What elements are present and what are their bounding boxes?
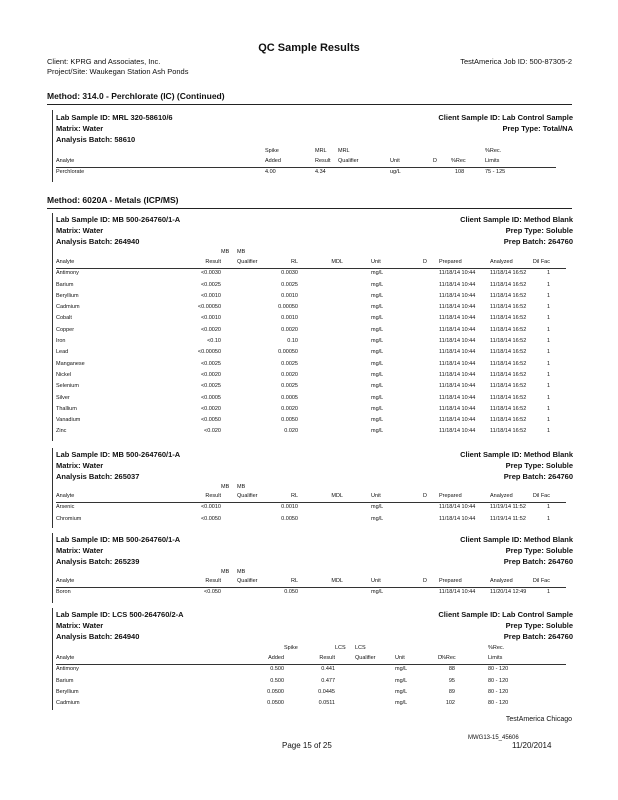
analysis-batch: Analysis Batch: 265239: [56, 557, 140, 566]
cell-dil-fac: 1: [546, 589, 550, 596]
col-dil-fac: Dil Fac: [532, 578, 550, 584]
method-314-table: [53, 158, 573, 181]
footer-page: Page 15 of 25: [282, 741, 332, 750]
cell-unit: mg/L: [371, 281, 384, 288]
cell-result: <0.0005: [200, 394, 221, 401]
cell-analyte: Antimony: [56, 270, 79, 277]
table-row: [53, 700, 573, 711]
cell-result: <0.0025: [200, 281, 221, 288]
cell-unit: mg/L: [371, 589, 384, 596]
cell-result: 0.0445: [318, 688, 335, 695]
cell-prepared: 11/18/14 10:44: [439, 292, 476, 299]
cell-unit: mg/L: [371, 349, 384, 356]
col-result: Result: [315, 158, 331, 164]
col-hdr-mb-2: MB: [237, 569, 246, 575]
table-row: [53, 516, 573, 527]
analysis-batch: Analysis Batch: 58610: [56, 135, 136, 144]
cell-analyzed: 11/20/14 12:49: [490, 589, 527, 596]
cell-rl: 0.00050: [278, 304, 298, 311]
cell-rl: 0.0020: [281, 371, 298, 378]
method-314-title: Method: 314.0 - Perchlorate (IC) (Continued): [47, 91, 225, 101]
col-result: Result: [205, 578, 221, 584]
cell-analyte: Manganese: [56, 360, 85, 367]
table-row: [53, 282, 573, 293]
cell-analyzed: 11/18/14 16:52: [490, 304, 527, 311]
cell-unit: mg/L: [395, 677, 408, 684]
analysis-batch: Analysis Batch: 264940: [56, 632, 140, 641]
cell-analyzed: 11/18/14 16:52: [490, 292, 527, 299]
table-row: [53, 169, 573, 180]
cell-rl: 0.0010: [281, 315, 298, 322]
cell-added: 0.0500: [267, 688, 284, 695]
header-underline: [56, 587, 566, 588]
cell-rl: 0.0025: [281, 383, 298, 390]
cell-prepared: 11/18/14 10:44: [439, 338, 476, 345]
cell-analyte: Arsenic: [56, 504, 75, 511]
table-row: [53, 270, 573, 281]
cell-rl: 0.0025: [281, 281, 298, 288]
method-blank-block-2: [52, 448, 573, 528]
cell-analyte: Perchlorate: [56, 169, 85, 176]
method-314-lcs-block: [52, 110, 573, 182]
lab-sample-id: Lab Sample ID: MB 500-264760/1-A: [56, 450, 181, 459]
cell-analyte: Cobalt: [56, 315, 72, 322]
col-unit: Unit: [371, 493, 381, 499]
client-sample-id: Client Sample ID: Lab Control Sample: [438, 610, 573, 619]
cell-unit: mg/L: [371, 338, 384, 345]
prep-type: Prep Type: Soluble: [505, 621, 573, 630]
col-analyte: Analyte: [56, 259, 75, 265]
cell-analyte: Beryllium: [56, 688, 79, 695]
cell-dil-fac: 1: [546, 292, 550, 299]
table-row: [53, 315, 573, 326]
col-qualifier: Qualifier: [237, 259, 258, 265]
header-underline: [56, 502, 566, 503]
cell-dil-fac: 1: [546, 360, 550, 367]
cell-analyte: Barium: [56, 281, 74, 288]
lab-sample-id: Lab Sample ID: LCS 500-264760/2-A: [56, 610, 184, 619]
col-d: D: [433, 158, 437, 164]
matrix: Matrix: Water: [56, 124, 104, 133]
cell-prepared: 11/18/14 10:44: [439, 589, 476, 596]
cell-analyzed: 11/18/14 16:52: [490, 270, 527, 277]
col-analyte: Analyte: [56, 655, 75, 661]
matrix: Matrix: Water: [56, 621, 104, 630]
cell-analyzed: 11/18/14 16:52: [490, 349, 527, 356]
table-row: [53, 417, 573, 428]
method-6020a-title: Method: 6020A - Metals (ICP/MS): [47, 195, 179, 205]
cell-analyte: Antimony: [56, 666, 79, 673]
table-row: [53, 372, 573, 383]
cell-analyzed: 11/18/14 16:52: [490, 428, 527, 435]
col-rl: RL: [290, 578, 298, 584]
cell-analyzed: 11/18/14 16:52: [490, 281, 527, 288]
cell-rec: 108: [455, 169, 465, 176]
method-blank-block-3: [52, 533, 573, 603]
header-underline: [56, 664, 566, 665]
cell-prepared: 11/18/14 10:44: [439, 515, 476, 522]
cell-rec: 89: [448, 688, 455, 695]
cell-limits: 80 - 120: [488, 688, 509, 695]
cell-analyte: Copper: [56, 326, 75, 333]
col-d: D: [423, 578, 427, 584]
cell-unit: ug/L: [390, 169, 401, 176]
client-sample-id: Client Sample ID: Method Blank: [460, 450, 573, 459]
cell-result: 0.441: [321, 666, 335, 673]
client-name: Client: KPRG and Associates, Inc.: [47, 57, 161, 66]
col-hdr-mb-1: MB: [221, 249, 230, 255]
col-hdr-lcs-2: LCS: [355, 645, 366, 651]
cell-result: 0.477: [321, 677, 335, 684]
col-hdr-mb-1: MB: [221, 569, 230, 575]
cell-analyzed: 11/18/14 16:52: [490, 315, 527, 322]
col-added: Added: [268, 655, 284, 661]
col-mdl: MDL: [331, 493, 343, 499]
cell-analyzed: 11/18/14 16:52: [490, 360, 527, 367]
cell-unit: mg/L: [371, 383, 384, 390]
cell-rl: 0.00050: [278, 349, 298, 356]
cell-prepared: 11/18/14 10:44: [439, 281, 476, 288]
cell-result: <0.0025: [200, 360, 221, 367]
cell-result: 0.0511: [318, 700, 335, 707]
cell-unit: mg/L: [371, 417, 384, 424]
col-qualifier: Qualifier: [355, 655, 376, 661]
cell-prepared: 11/18/14 10:44: [439, 504, 476, 511]
col-analyzed: Analyzed: [490, 493, 513, 499]
col-hdr-spike: Spike: [265, 148, 279, 154]
cell-rl: 0.0010: [281, 292, 298, 299]
cell-rl: 0.0010: [281, 504, 298, 511]
col-dil-fac: Dil Fac: [532, 493, 550, 499]
table-row: [53, 361, 573, 372]
footer-doc-id: MWG13-15_45606: [468, 735, 519, 741]
cell-analyte: Cadmium: [56, 700, 80, 707]
cell-rl: 0.10: [287, 338, 298, 345]
cell-dil-fac: 1: [546, 405, 550, 412]
cell-dil-fac: 1: [546, 338, 550, 345]
cell-unit: mg/L: [371, 428, 384, 435]
col-hdr-mb-2: MB: [237, 484, 246, 490]
cell-result: <0.0020: [200, 371, 221, 378]
cell-rec: 102: [445, 700, 455, 707]
cell-added: 0.500: [270, 666, 284, 673]
col-hdr-lcs-1: LCS: [335, 645, 346, 651]
col-hdr-mrl-1: MRL: [315, 148, 327, 154]
table-row: [53, 327, 573, 338]
col-limits: Limits: [488, 655, 503, 661]
col-hdr-rec: %Rec.: [488, 645, 505, 651]
col-hdr-mb-1: MB: [221, 484, 230, 490]
col-limits: Limits: [485, 158, 500, 164]
cell-prepared: 11/18/14 10:44: [439, 383, 476, 390]
col-hdr-mrl-2: MRL: [338, 148, 350, 154]
cell-unit: mg/L: [395, 700, 408, 707]
table-row: [53, 666, 573, 677]
cell-analyzed: 11/18/14 16:52: [490, 417, 527, 424]
cell-rl: 0.0025: [281, 360, 298, 367]
method-blank-table-2: [53, 493, 573, 527]
col-qualifier: Qualifier: [237, 578, 258, 584]
cell-dil-fac: 1: [546, 515, 550, 522]
cell-analyzed: 11/18/14 16:52: [490, 338, 527, 345]
lab-sample-id: Lab Sample ID: MB 500-264760/1-A: [56, 215, 181, 224]
cell-dil-fac: 1: [546, 504, 550, 511]
client-sample-id: Client Sample ID: Lab Control Sample: [438, 113, 573, 122]
method-blank-block-1: [52, 213, 573, 441]
cell-result: <0.0010: [200, 292, 221, 299]
cell-rl: 0.0005: [281, 394, 298, 401]
lcs-table: [53, 655, 573, 711]
cell-analyzed: 11/18/14 16:52: [490, 405, 527, 412]
cell-unit: mg/L: [371, 304, 384, 311]
cell-limits: 75 - 125: [485, 169, 506, 176]
table-row: [53, 504, 573, 515]
col-d: D: [423, 259, 427, 265]
prep-batch: Prep Batch: 264760: [503, 632, 573, 641]
cell-unit: mg/L: [371, 405, 384, 412]
col-hdr-spike: Spike: [284, 645, 298, 651]
client-sample-id: Client Sample ID: Method Blank: [460, 215, 573, 224]
matrix: Matrix: Water: [56, 461, 104, 470]
cell-unit: mg/L: [371, 315, 384, 322]
col-analyzed: Analyzed: [490, 259, 513, 265]
cell-analyzed: 11/18/14 16:52: [490, 383, 527, 390]
col-dil-fac: Dil Fac: [532, 259, 550, 265]
cell-analyzed: 11/18/14 16:52: [490, 371, 527, 378]
cell-rl: 0.020: [284, 428, 298, 435]
cell-dil-fac: 1: [546, 270, 550, 277]
cell-result: <0.0050: [200, 515, 221, 522]
cell-unit: mg/L: [371, 326, 384, 333]
table-row: [53, 383, 573, 394]
col-qualifier: Qualifier: [338, 158, 359, 164]
cell-prepared: 11/18/14 10:44: [439, 360, 476, 367]
cell-analyte: Lead: [56, 349, 69, 356]
prep-type: Prep Type: Soluble: [505, 546, 573, 555]
col-mdl: MDL: [331, 259, 343, 265]
cell-result: <0.00050: [197, 349, 221, 356]
cell-prepared: 11/18/14 10:44: [439, 326, 476, 333]
footer-date: 11/20/2014: [512, 741, 552, 750]
cell-prepared: 11/18/14 10:44: [439, 371, 476, 378]
cell-result: 4.34: [315, 169, 326, 176]
prep-batch: Prep Batch: 264760: [503, 472, 573, 481]
method-blank-table-3: [53, 578, 573, 601]
prep-type: Prep Type: Total/NA: [502, 124, 573, 133]
col-result: Result: [205, 493, 221, 499]
cell-analyte: Boron: [56, 589, 71, 596]
cell-unit: mg/L: [371, 504, 384, 511]
cell-limits: 80 - 120: [488, 677, 509, 684]
col-unit: Unit: [390, 158, 400, 164]
cell-prepared: 11/18/14 10:44: [439, 304, 476, 311]
table-row: [53, 304, 573, 315]
col-prepared: Prepared: [439, 578, 462, 584]
col-analyzed: Analyzed: [490, 578, 513, 584]
table-row: [53, 349, 573, 360]
cell-dil-fac: 1: [546, 428, 550, 435]
cell-prepared: 11/18/14 10:44: [439, 405, 476, 412]
col-result: Result: [319, 655, 335, 661]
job-id: TestAmerica Job ID: 500-87305-2: [460, 57, 572, 66]
table-row: [53, 406, 573, 417]
cell-unit: mg/L: [371, 360, 384, 367]
cell-unit: mg/L: [371, 292, 384, 299]
cell-result: <0.00050: [197, 304, 221, 311]
prep-type: Prep Type: Soluble: [505, 461, 573, 470]
col-rl: RL: [290, 259, 298, 265]
cell-analyte: Vanadium: [56, 417, 81, 424]
matrix: Matrix: Water: [56, 546, 104, 555]
cell-dil-fac: 1: [546, 371, 550, 378]
cell-added: 4.00: [265, 169, 276, 176]
col-hdr-mb-2: MB: [237, 249, 246, 255]
cell-result: <0.0025: [200, 383, 221, 390]
method-blank-table-1: [53, 259, 573, 440]
cell-rl: 0.0050: [281, 417, 298, 424]
cell-dil-fac: 1: [546, 417, 550, 424]
table-row: [53, 678, 573, 689]
prep-batch: Prep Batch: 264760: [503, 237, 573, 246]
cell-added: 0.500: [270, 677, 284, 684]
project-site: Project/Site: Waukegan Station Ash Ponds: [47, 67, 189, 76]
cell-result: <0.0030: [200, 270, 221, 277]
col-unit: Unit: [371, 578, 381, 584]
cell-prepared: 11/18/14 10:44: [439, 394, 476, 401]
cell-unit: mg/L: [395, 666, 408, 673]
prep-type: Prep Type: Soluble: [505, 226, 573, 235]
table-row: [53, 395, 573, 406]
table-row: [53, 589, 573, 600]
cell-rec: 95: [448, 677, 455, 684]
lab-sample-id: Lab Sample ID: MB 500-264760/1-A: [56, 535, 181, 544]
col-result: Result: [205, 259, 221, 265]
col-d: D: [438, 655, 442, 661]
analysis-batch: Analysis Batch: 265037: [56, 472, 140, 481]
cell-result: <0.0020: [200, 326, 221, 333]
col-added: Added: [265, 158, 281, 164]
cell-dil-fac: 1: [546, 315, 550, 322]
lab-sample-id: Lab Sample ID: MRL 320-58610/6: [56, 113, 173, 122]
col-analyte: Analyte: [56, 578, 75, 584]
col-analyte: Analyte: [56, 158, 75, 164]
cell-analyte: Cadmium: [56, 304, 80, 311]
cell-result: <0.10: [207, 338, 221, 345]
cell-analyte: Barium: [56, 677, 74, 684]
cell-prepared: 11/18/14 10:44: [439, 315, 476, 322]
cell-analyzed: 11/18/14 16:52: [490, 394, 527, 401]
cell-unit: mg/L: [395, 688, 408, 695]
cell-analyte: Silver: [56, 394, 70, 401]
page-title: QC Sample Results: [258, 42, 360, 54]
prep-batch: Prep Batch: 264760: [503, 557, 573, 566]
cell-analyte: Selenium: [56, 383, 79, 390]
table-row: [53, 689, 573, 700]
method-6020a-rule: [47, 208, 572, 209]
col-rl: RL: [290, 493, 298, 499]
cell-analyzed: 11/19/14 11:52: [490, 515, 526, 522]
cell-unit: mg/L: [371, 371, 384, 378]
cell-analyzed: 11/18/14 16:52: [490, 326, 527, 333]
col-d: D: [423, 493, 427, 499]
cell-result: <0.020: [204, 428, 221, 435]
method-314-rule: [47, 104, 572, 105]
col-qualifier: Qualifier: [237, 493, 258, 499]
table-row: [53, 428, 573, 439]
col-prepared: Prepared: [439, 493, 462, 499]
table-row: [53, 338, 573, 349]
cell-limits: 80 - 120: [488, 700, 509, 707]
cell-result: <0.0050: [200, 417, 221, 424]
col-rec: %Rec: [441, 655, 456, 661]
cell-analyte: Zinc: [56, 428, 67, 435]
cell-dil-fac: 1: [546, 326, 550, 333]
matrix: Matrix: Water: [56, 226, 104, 235]
cell-rl: 0.050: [284, 589, 298, 596]
cell-result: <0.0010: [200, 504, 221, 511]
header-underline: [56, 167, 556, 168]
cell-unit: mg/L: [371, 394, 384, 401]
col-rec: %Rec: [451, 158, 466, 164]
col-analyte: Analyte: [56, 493, 75, 499]
footer-company: TestAmerica Chicago: [505, 716, 572, 723]
cell-unit: mg/L: [371, 515, 384, 522]
cell-prepared: 11/18/14 10:44: [439, 428, 476, 435]
cell-analyzed: 11/19/14 11:52: [490, 504, 526, 511]
cell-rl: 0.0050: [281, 515, 298, 522]
col-mdl: MDL: [331, 578, 343, 584]
cell-dil-fac: 1: [546, 349, 550, 356]
cell-dil-fac: 1: [546, 304, 550, 311]
col-hdr-rec: %Rec.: [485, 148, 502, 154]
cell-dil-fac: 1: [546, 394, 550, 401]
header-underline: [56, 268, 566, 269]
cell-prepared: 11/18/14 10:44: [439, 270, 476, 277]
cell-result: <0.0010: [200, 315, 221, 322]
cell-limits: 80 - 120: [488, 666, 509, 673]
cell-dil-fac: 1: [546, 383, 550, 390]
cell-added: 0.0500: [267, 700, 284, 707]
cell-analyte: Chromium: [56, 515, 82, 522]
cell-result: <0.0020: [200, 405, 221, 412]
lcs-block: [52, 608, 573, 710]
cell-dil-fac: 1: [546, 281, 550, 288]
cell-prepared: 11/18/14 10:44: [439, 349, 476, 356]
col-prepared: Prepared: [439, 259, 462, 265]
col-unit: Unit: [395, 655, 405, 661]
cell-analyte: Thallium: [56, 405, 77, 412]
cell-result: <0.050: [204, 589, 221, 596]
table-row: [53, 293, 573, 304]
analysis-batch: Analysis Batch: 264940: [56, 237, 140, 246]
cell-analyte: Nickel: [56, 371, 71, 378]
client-sample-id: Client Sample ID: Method Blank: [460, 535, 573, 544]
cell-prepared: 11/18/14 10:44: [439, 417, 476, 424]
col-unit: Unit: [371, 259, 381, 265]
cell-analyte: Beryllium: [56, 292, 79, 299]
cell-rl: 0.0020: [281, 326, 298, 333]
cell-rl: 0.0030: [281, 270, 298, 277]
cell-rl: 0.0020: [281, 405, 298, 412]
cell-analyte: Iron: [56, 338, 66, 345]
cell-unit: mg/L: [371, 270, 384, 277]
cell-rec: 88: [448, 666, 455, 673]
